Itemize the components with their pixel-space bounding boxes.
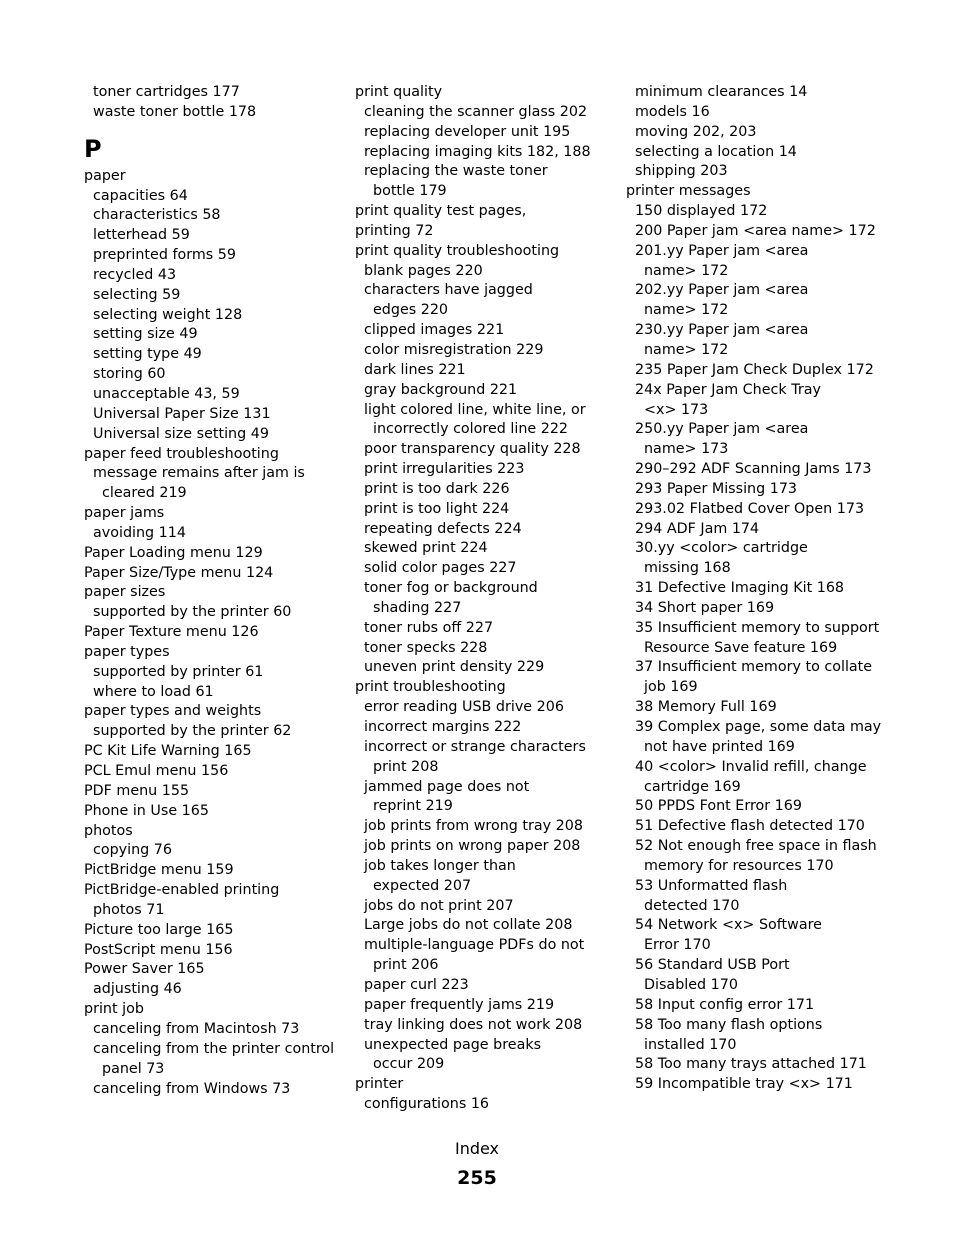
index-subentry: toner cartridges 177: [93, 84, 240, 100]
index-subentry: models 16: [635, 103, 710, 120]
index-continuation: cleared 219: [102, 485, 187, 502]
index-subentry: 30.yy <color> cartridge: [635, 540, 808, 557]
index-subentry: 150 displayed 172: [635, 203, 768, 220]
index-continuation: Resource Save feature 169: [644, 639, 838, 656]
index-entry: paper jams: [84, 505, 165, 522]
index-subentry: 200 Paper jam <area name> 172: [635, 222, 876, 239]
index-continuation: installed 170: [644, 1036, 737, 1053]
index-subentry: 34 Short paper 169: [635, 599, 775, 616]
index-subentry: 50 PPDS Font Error 169: [635, 798, 802, 815]
index-entry: PDF menu 155: [84, 782, 190, 799]
index-subentry: paper curl 223: [364, 976, 469, 993]
index-entry: PictBridge-enabled printing: [84, 882, 280, 899]
index-column-1: [84, 83, 364, 1099]
index-subentry: 201.yy Paper jam <area: [635, 242, 809, 259]
index-continuation: detected 170: [644, 897, 740, 914]
index-subentry: 250.yy Paper jam <area: [635, 421, 809, 438]
index-subentry: 235 Paper Jam Check Duplex 172: [635, 361, 874, 378]
index-subentry: moving 202, 203: [635, 123, 757, 140]
index-column-2: [355, 83, 635, 1115]
index-subentry: 37 Insufficient memory to collate: [635, 659, 873, 676]
index-subentry: light colored line, white line, or: [364, 401, 586, 418]
index-subentry: poor transparency quality 228: [364, 441, 581, 458]
index-entry: print quality test pages,: [355, 203, 527, 220]
index-entry: print job: [84, 1001, 144, 1018]
index-entry: paper: [84, 167, 126, 184]
index-subentry: 294 ADF Jam 174: [635, 520, 760, 537]
index-subentry: 53 Unformatted flash: [635, 877, 788, 894]
index-continuation: name> 173: [644, 441, 729, 458]
index-continuation: reprint 219: [373, 798, 453, 815]
index-subentry: 202.yy Paper jam <area: [635, 282, 809, 299]
index-subentry: 31 Defective Imaging Kit 168: [635, 580, 845, 597]
index-subentry: job prints on wrong paper 208: [364, 838, 581, 855]
index-subentry: unexpected page breaks: [364, 1036, 542, 1053]
index-entry: photos: [84, 822, 133, 839]
index-subentry: blank pages 220: [364, 262, 483, 279]
index-subentry: 58 Too many flash options: [635, 1016, 823, 1033]
index-entry: print troubleshooting: [355, 679, 506, 696]
index-subentry: 39 Complex page, some data may: [635, 719, 882, 735]
index-continuation: not have printed 169: [644, 738, 795, 755]
index-subentry: 40 <color> Invalid refill, change: [635, 758, 867, 775]
index-subentry: setting type 49: [93, 346, 202, 363]
index-subentry: Universal Paper Size 131: [93, 405, 271, 422]
index-subentry: 58 Too many trays attached 171: [635, 1056, 867, 1073]
index-entry: paper types: [84, 643, 170, 660]
index-subentry: Large jobs do not collate 208: [364, 917, 573, 934]
index-subentry: cleaning the scanner glass 202: [364, 103, 588, 120]
index-subentry: capacities 64: [93, 187, 188, 204]
index-subentry: multiple-language PDFs do not: [364, 937, 585, 954]
index-entry: printing 72: [355, 222, 434, 239]
index-subentry: incorrect margins 222: [364, 719, 522, 735]
index-subentry: color misregistration 229: [364, 341, 544, 358]
index-subentry: characters have jagged: [364, 282, 533, 299]
index-continuation: occur 209: [373, 1056, 445, 1073]
index-subentry: skewed print 224: [364, 540, 488, 557]
index-subentry: toner fog or background: [364, 580, 538, 597]
index-subentry: unacceptable 43, 59: [93, 385, 240, 402]
index-continuation: expected 207: [373, 877, 472, 894]
index-subentry: supported by the printer 60: [93, 604, 292, 621]
index-subentry: paper frequently jams 219: [364, 996, 555, 1013]
index-subentry: recycled 43: [93, 266, 177, 283]
index-subentry: 24x Paper Jam Check Tray: [635, 381, 821, 398]
index-subentry: 38 Memory Full 169: [635, 699, 777, 716]
index-subentry: print irregularities 223: [364, 461, 525, 478]
index-subentry: letterhead 59: [93, 227, 190, 244]
index-continuation: bottle 179: [373, 183, 447, 200]
index-continuation: <x> 173: [644, 401, 709, 418]
index-continuation: name> 172: [644, 302, 729, 319]
index-subentry: uneven print density 229: [364, 659, 545, 676]
index-subentry: supported by the printer 62: [93, 723, 292, 740]
index-continuation: memory for resources 170: [644, 857, 834, 874]
index-subentry: canceling from Macintosh 73: [93, 1020, 300, 1037]
index-continuation: Error 170: [644, 937, 711, 954]
index-continuation: shading 227: [373, 599, 462, 616]
index-column-3: [626, 83, 926, 1095]
index-subentry: repeating defects 224: [364, 520, 522, 537]
index-continuation: print 208: [373, 758, 439, 775]
index-subentry: selecting 59: [93, 286, 181, 303]
index-subentry: 59 Incompatible tray <x> 171: [635, 1076, 853, 1093]
index-entry: Paper Texture menu 126: [84, 624, 259, 641]
index-entry: paper feed troubleshooting: [84, 445, 279, 462]
index-entry: PostScript menu 156: [84, 941, 233, 958]
index-subentry: configurations 16: [364, 1096, 490, 1113]
index-subentry: replacing the waste toner: [364, 163, 548, 180]
index-subentry: 54 Network <x> Software: [635, 917, 822, 934]
index-continuation: job 169: [644, 679, 698, 696]
index-entry: paper types and weights: [84, 703, 262, 720]
index-subentry: print is too dark 226: [364, 480, 510, 497]
page-number: 255: [457, 1167, 497, 1189]
index-subentry: 35 Insufficient memory to support: [635, 619, 880, 636]
index-subentry: where to load 61: [93, 683, 214, 700]
index-subentry: supported by printer 61: [93, 663, 264, 680]
index-entry: PictBridge menu 159: [84, 862, 234, 879]
index-subentry: selecting a location 14: [635, 143, 797, 160]
index-subentry: preprinted forms 59: [93, 247, 236, 264]
index-subentry: 56 Standard USB Port: [635, 957, 790, 974]
index-subentry: 52 Not enough free space in flash: [635, 838, 877, 855]
index-continuation: incorrectly colored line 222: [373, 421, 569, 438]
index-subentry: toner rubs off 227: [364, 619, 494, 636]
index-entry: printer messages: [626, 183, 751, 200]
index-subentry: incorrect or strange characters: [364, 738, 586, 755]
index-entry: Picture too large 165: [84, 921, 234, 938]
index-subentry: job takes longer than: [364, 857, 516, 874]
index-continuation: Disabled 170: [644, 976, 738, 993]
index-subentry: Universal size setting 49: [93, 425, 269, 442]
index-subentry: shipping 203: [635, 163, 728, 180]
index-entry: paper sizes: [84, 584, 166, 601]
index-subentry: tray linking does not work 208: [364, 1016, 583, 1033]
index-subentry: minimum clearances 14: [635, 84, 808, 100]
index-subentry: job prints from wrong tray 208: [364, 818, 583, 835]
index-subentry: selecting weight 128: [93, 306, 243, 323]
index-entry: print quality troubleshooting: [355, 242, 560, 259]
index-entry: Paper Loading menu 129: [84, 544, 263, 561]
index-subentry: 230.yy Paper jam <area: [635, 322, 809, 339]
index-entry: PCL Emul menu 156: [84, 763, 229, 779]
index-entry: Power Saver 165: [84, 961, 205, 978]
index-subentry: canceling from Windows 73: [93, 1080, 291, 1097]
index-subentry: message remains after jam is: [93, 465, 305, 482]
index-subentry: clipped images 221: [364, 322, 505, 339]
index-subentry: 293.02 Flatbed Cover Open 173: [635, 500, 865, 517]
index-subentry: gray background 221: [364, 381, 518, 398]
index-subentry: toner specks 228: [364, 639, 488, 656]
index-subentry: canceling from the printer control: [93, 1040, 335, 1057]
index-subentry: copying 76: [93, 842, 172, 859]
index-letter-heading: P: [84, 134, 102, 163]
index-subentry: characteristics 58: [93, 207, 221, 224]
index-entry: Paper Size/Type menu 124: [84, 564, 274, 581]
index-continuation: name> 172: [644, 262, 729, 279]
footer-section-label: Index: [454, 1139, 500, 1158]
index-subentry: photos 71: [93, 901, 165, 918]
index-subentry: jobs do not print 207: [364, 897, 514, 914]
index-continuation: print 206: [373, 957, 439, 974]
index-subentry: dark lines 221: [364, 361, 466, 378]
index-subentry: replacing imaging kits 182, 188: [364, 143, 591, 160]
index-subentry: solid color pages 227: [364, 560, 517, 577]
index-continuation: edges 220: [373, 302, 449, 319]
index-subentry: avoiding 114: [93, 524, 186, 541]
index-entry: printer: [355, 1076, 404, 1093]
index-subentry: error reading USB drive 206: [364, 699, 564, 716]
index-entry: PC Kit Life Warning 165: [84, 743, 252, 760]
index-subentry: print is too light 224: [364, 500, 510, 517]
index-subentry: 51 Defective flash detected 170: [635, 818, 865, 835]
index-entry: print quality: [355, 84, 443, 100]
index-subentry: setting size 49: [93, 326, 198, 343]
index-subentry: 290–292 ADF Scanning Jams 173: [635, 461, 872, 478]
index-subentry: 293 Paper Missing 173: [635, 480, 798, 497]
index-continuation: name> 172: [644, 341, 729, 358]
index-subentry: storing 60: [93, 366, 166, 383]
index-subentry: replacing developer unit 195: [364, 123, 571, 140]
index-entry: Phone in Use 165: [84, 802, 209, 819]
index-subentry: 58 Input config error 171: [635, 996, 815, 1013]
index-continuation: missing 168: [644, 560, 731, 577]
index-continuation: panel 73: [102, 1060, 165, 1077]
index-subentry: waste toner bottle 178: [93, 103, 257, 120]
index-subentry: jammed page does not: [364, 778, 530, 795]
index-continuation: cartridge 169: [644, 778, 741, 795]
index-subentry: adjusting 46: [93, 981, 182, 998]
